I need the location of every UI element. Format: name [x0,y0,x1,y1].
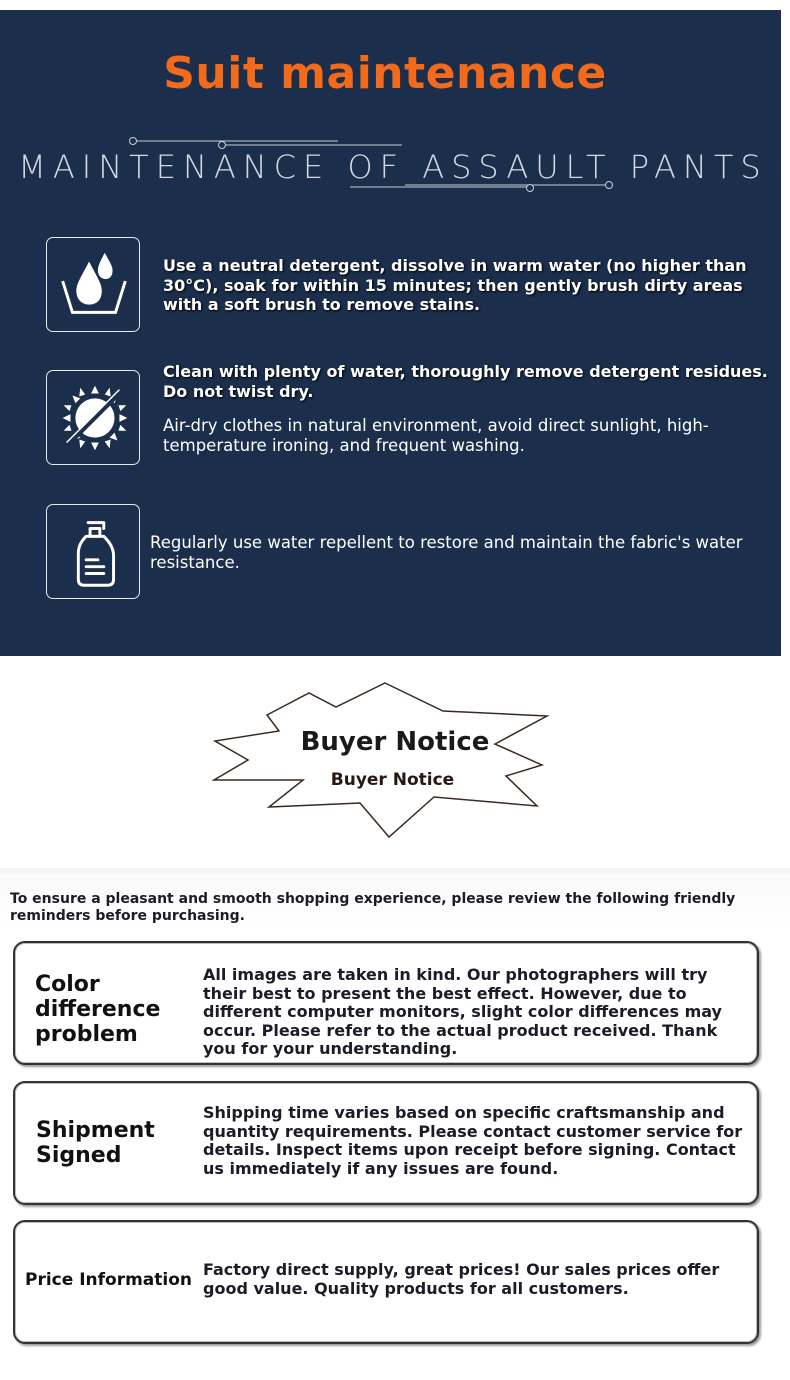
notice-text: All images are taken in kind. Our photographers will try their best to present the best effect. However, due to different computer monitors, slight color differences may occur. Please refer to the actual product received. Thank you for your understanding. [203,965,722,1058]
page-title: Suit maintenance [163,48,607,99]
notice-label: Color difference problem [35,972,161,1047]
notice-card-shipment [13,1081,759,1205]
starburst-frame [210,680,550,840]
page-subtitle: MAINTENANCE OF ASSAULT PANTS [18,148,768,186]
buyer-notice-title: Buyer Notice [300,727,490,757]
dry-instruction: Air-dry clothes in natural environment, avoid direct sunlight, high-temperature ironing, and frequent washing. [163,416,709,455]
notice-intro: To ensure a pleasant and smooth shopping experience, please review the following friendly reminders before purchasing. [10,891,736,924]
notice-card-price [13,1220,759,1344]
no-sun-icon [46,370,140,465]
notice-text: Factory direct supply, great prices! Our sales prices offer good value. Quality products for all customers. [203,1260,720,1298]
hand-wash-icon [46,237,140,332]
notice-text: Shipping time varies based on specific craftsmanship and quantity requirements. Please contact customer service for details. Inspect items upon receipt before signing. Contact us immediately if any issues are found. [203,1103,743,1178]
notice-label: Shipment Signed [36,1118,155,1168]
rinse-instruction: Clean with plenty of water, thoroughly remove detergent residues. Do not twist dry. [163,362,768,401]
wash-instruction: Use a neutral detergent, dissolve in warm water (no higher than 30°C), soak for within 15 minutes; then gently brush dirty areas with a soft brush to remove stains. [163,256,747,314]
spray-bottle-icon [46,504,140,599]
buyer-notice-subtitle: Buyer Notice [330,770,455,790]
notice-label: Price Information [25,1270,193,1290]
notice-card-color [13,941,759,1065]
repellent-instruction: Regularly use water repellent to restore and maintain the fabric's water resistance. [150,533,743,572]
